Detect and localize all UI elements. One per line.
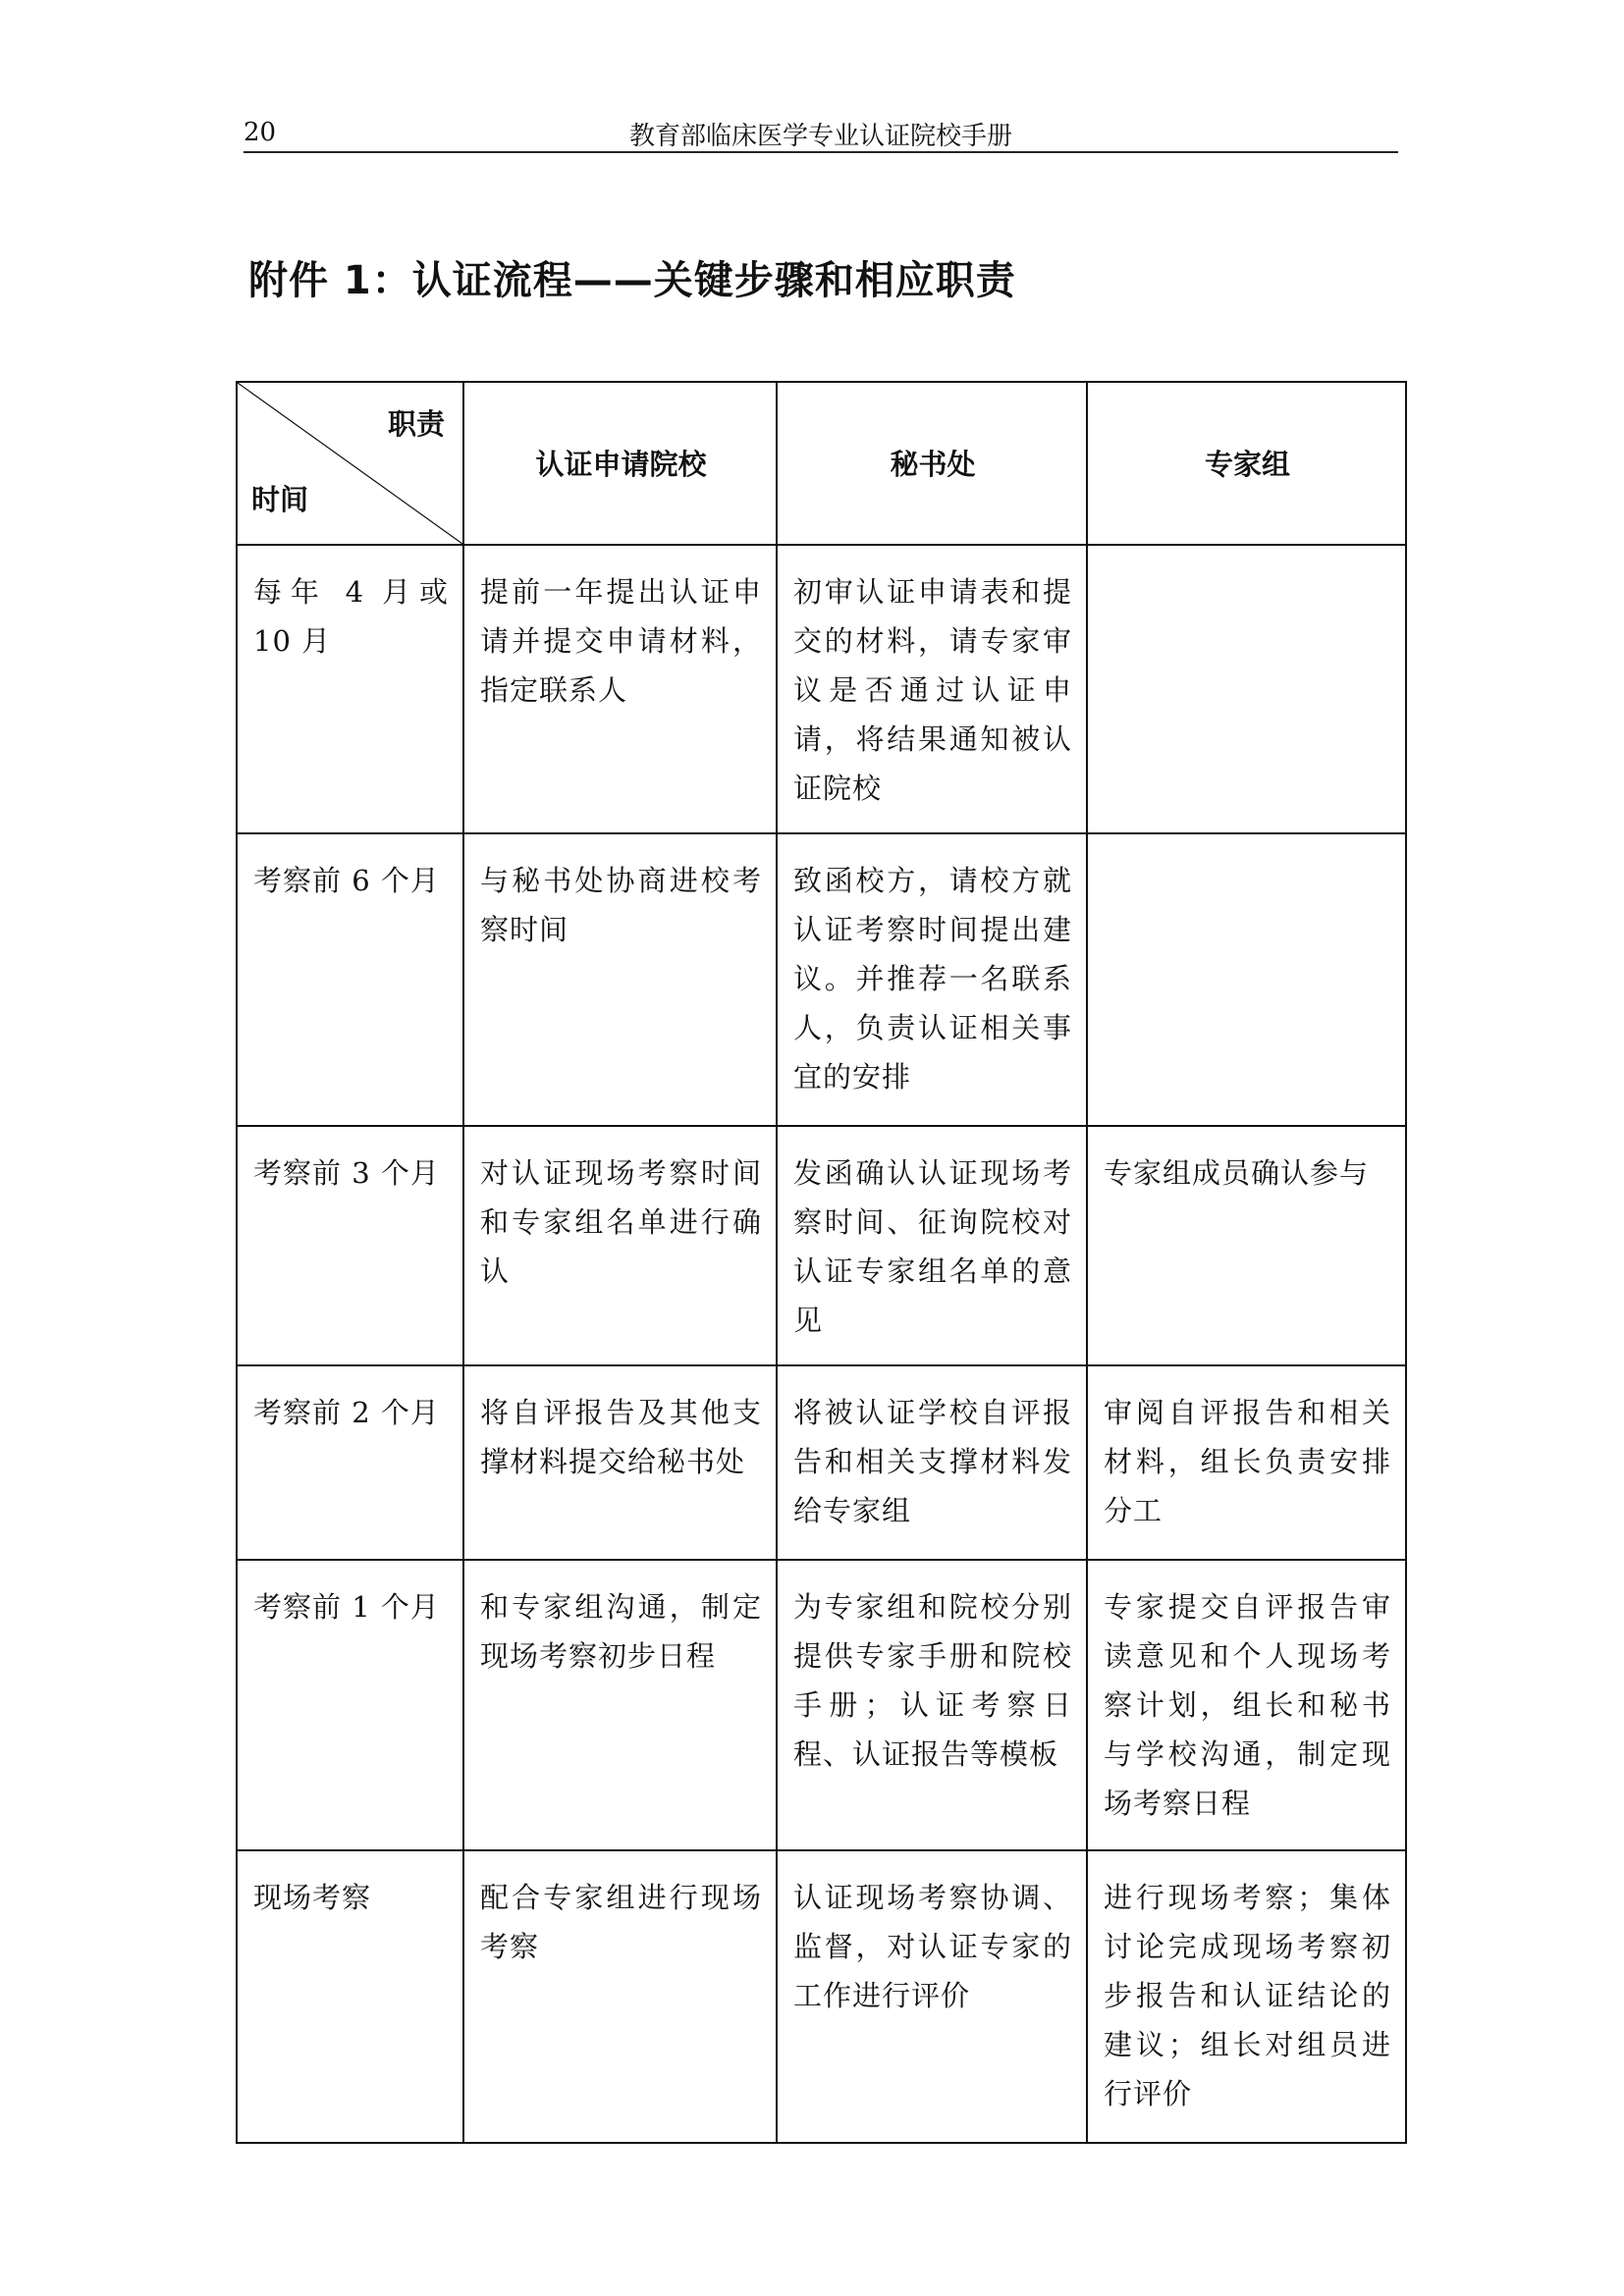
school-cell: 配合专家组进行现场考察	[463, 1850, 777, 2143]
document-title: 附件 1：认证流程——关键步骤和相应职责	[248, 258, 1016, 303]
secretariat-cell: 将被认证学校自评报告和相关支撑材料发给专家组	[777, 1365, 1087, 1560]
experts-cell: 专家组成员确认参与	[1087, 1126, 1406, 1365]
experts-cell: 进行现场考察；集体讨论完成现场考察初步报告和认证结论的建议；组长对组员进行评价	[1087, 1850, 1406, 2143]
time-cell: 考察前 2 个月	[237, 1365, 463, 1560]
table-row	[237, 833, 1406, 1126]
column-header-school: 认证申请院校	[463, 382, 777, 545]
experts-cell: 专家提交自评报告审读意见和个人现场考察计划，组长和秘书与学校沟通，制定现场考察日程	[1087, 1560, 1406, 1850]
table-header-row	[237, 382, 1406, 545]
time-cell: 考察前 1 个月	[237, 1560, 463, 1850]
time-cell: 现场考察	[237, 1850, 463, 2143]
corner-header-cell	[237, 382, 463, 545]
table-row	[237, 1126, 1406, 1365]
column-header-secretariat: 秘书处	[777, 382, 1087, 545]
experts-cell	[1087, 833, 1406, 1126]
school-cell: 与秘书处协商进校考察时间	[463, 833, 777, 1126]
experts-cell: 审阅自评报告和相关材料，组长负责安排分工	[1087, 1365, 1406, 1560]
page-header	[244, 112, 1398, 153]
running-title: 教育部临床医学专业认证院校手册	[628, 122, 1012, 151]
experts-cell	[1087, 545, 1406, 833]
secretariat-cell: 初审认证申请表和提交的材料，请专家审议是否通过认证申请，将结果通知被认证院校	[777, 545, 1087, 833]
process-table	[236, 381, 1407, 2144]
time-cell: 考察前 3 个月	[237, 1126, 463, 1365]
time-cell: 每年 4 月或 10 月	[237, 545, 463, 833]
table-row	[237, 1365, 1406, 1560]
school-cell: 和专家组沟通，制定现场考察初步日程	[463, 1560, 777, 1850]
secretariat-cell: 发函确认认证现场考察时间、征询院校对认证专家组名单的意见	[777, 1126, 1087, 1365]
column-header-experts: 专家组	[1087, 382, 1406, 545]
table-row	[237, 1560, 1406, 1850]
school-cell: 提前一年提出认证申请并提交申请材料，指定联系人	[463, 545, 777, 833]
secretariat-cell: 为专家组和院校分别提供专家手册和院校手册；认证考察日程、认证报告等模板	[777, 1560, 1087, 1850]
time-cell: 考察前 6 个月	[237, 833, 463, 1126]
secretariat-cell: 认证现场考察协调、监督，对认证专家的工作进行评价	[777, 1850, 1087, 2143]
secretariat-cell: 致函校方，请校方就认证考察时间提出建议。并推荐一名联系人，负责认证相关事宜的安排	[777, 833, 1087, 1126]
table-row	[237, 1850, 1406, 2143]
corner-label-duty: 职责	[387, 407, 445, 441]
school-cell: 对认证现场考察时间和专家组名单进行确认	[463, 1126, 777, 1365]
table-row	[237, 545, 1406, 833]
school-cell: 将自评报告及其他支撑材料提交给秘书处	[463, 1365, 777, 1560]
corner-label-time: 时间	[251, 483, 309, 516]
page-number: 20	[244, 118, 277, 147]
